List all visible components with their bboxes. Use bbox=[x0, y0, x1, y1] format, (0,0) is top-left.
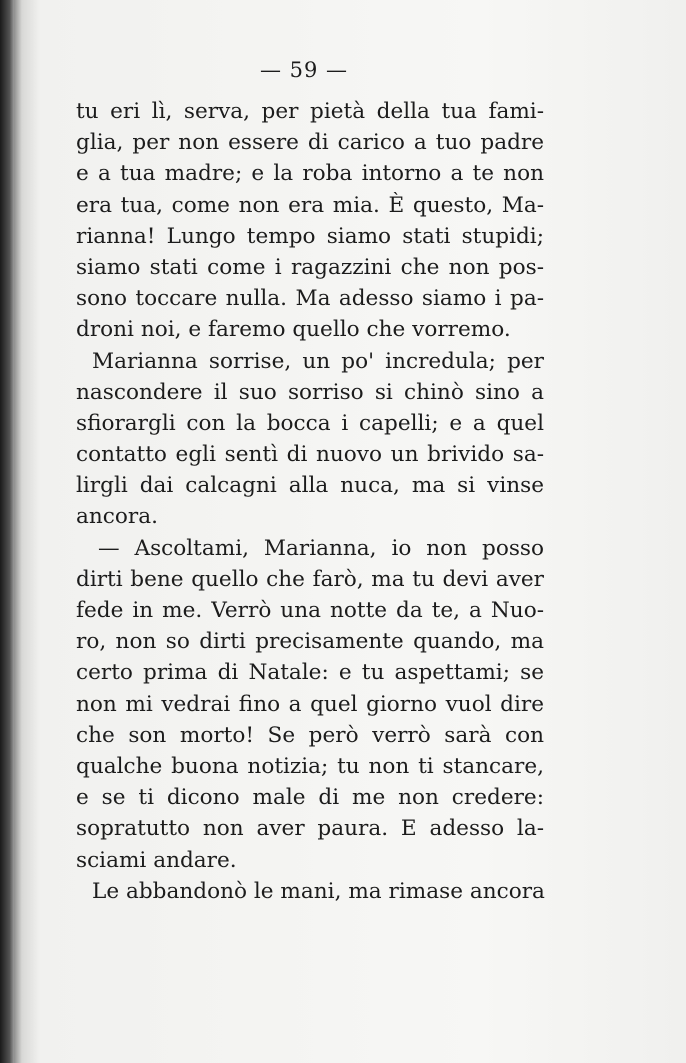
book-spine-shadow bbox=[0, 0, 14, 1063]
text-line: nascondere il suo sorriso si chinò sino a bbox=[76, 379, 544, 405]
text-line: glia, per non essere di carico a tuo padre bbox=[76, 130, 544, 156]
text-line: sopratutto non aver paura. E adesso la- bbox=[76, 816, 544, 842]
text-line: e a tua madre; e la roba intorno a te non bbox=[76, 161, 544, 187]
text-line: certo prima di Natale: e tu aspettami; se bbox=[76, 660, 544, 686]
text-line: siamo stati come i ragazzini che non pos- bbox=[76, 254, 544, 280]
text-line: non mi vedrai fino a quel giorno vuol dire bbox=[76, 691, 544, 717]
text-line: era tua, come non era mia. È questo, Ma- bbox=[76, 192, 544, 218]
text-line: droni noi, e faremo quello che vorremo. bbox=[76, 317, 511, 343]
text-line: Marianna sorrise, un po' incredula; per bbox=[92, 348, 544, 374]
text-line: ro, non so dirti precisamente quando, ma bbox=[76, 629, 544, 655]
text-line: e se ti dicono male di me non credere: bbox=[76, 785, 544, 811]
text-line: sono toccare nulla. Ma adesso siamo i pa- bbox=[76, 286, 544, 312]
text-line: contatto egli sentì di nuovo un brivido sa- bbox=[76, 442, 544, 468]
text-line: sfiorargli con la bocca i capelli; e a quel bbox=[76, 410, 544, 436]
text-line: dirti bene quello che farò, ma tu devi aver bbox=[76, 566, 544, 592]
text-line: che son morto! Se però verrò sarà con bbox=[76, 722, 544, 748]
text-line: tu eri lì, serva, per pietà della tua fami- bbox=[76, 99, 544, 124]
text-line: qualche buona notizia; tu non ti stancare, bbox=[76, 753, 544, 779]
page-text bbox=[76, 96, 544, 907]
text-line: fede in me. Verrò una notte da te, a Nuo- bbox=[76, 598, 544, 623]
text-line: lirgli dai calcagni alla nuca, ma si vinse bbox=[76, 473, 544, 499]
text-line: ancora. bbox=[76, 504, 158, 530]
text-line: — Ascoltami, Marianna, io non posso bbox=[98, 535, 544, 561]
text-line: rianna! Lungo tempo siamo stati stupidi; bbox=[76, 223, 544, 249]
page-number: — 59 — bbox=[259, 58, 349, 82]
text-line: sciami andare. bbox=[76, 847, 237, 873]
text-line: Le abbandonò le mani, ma rimase ancora bbox=[92, 878, 545, 904]
